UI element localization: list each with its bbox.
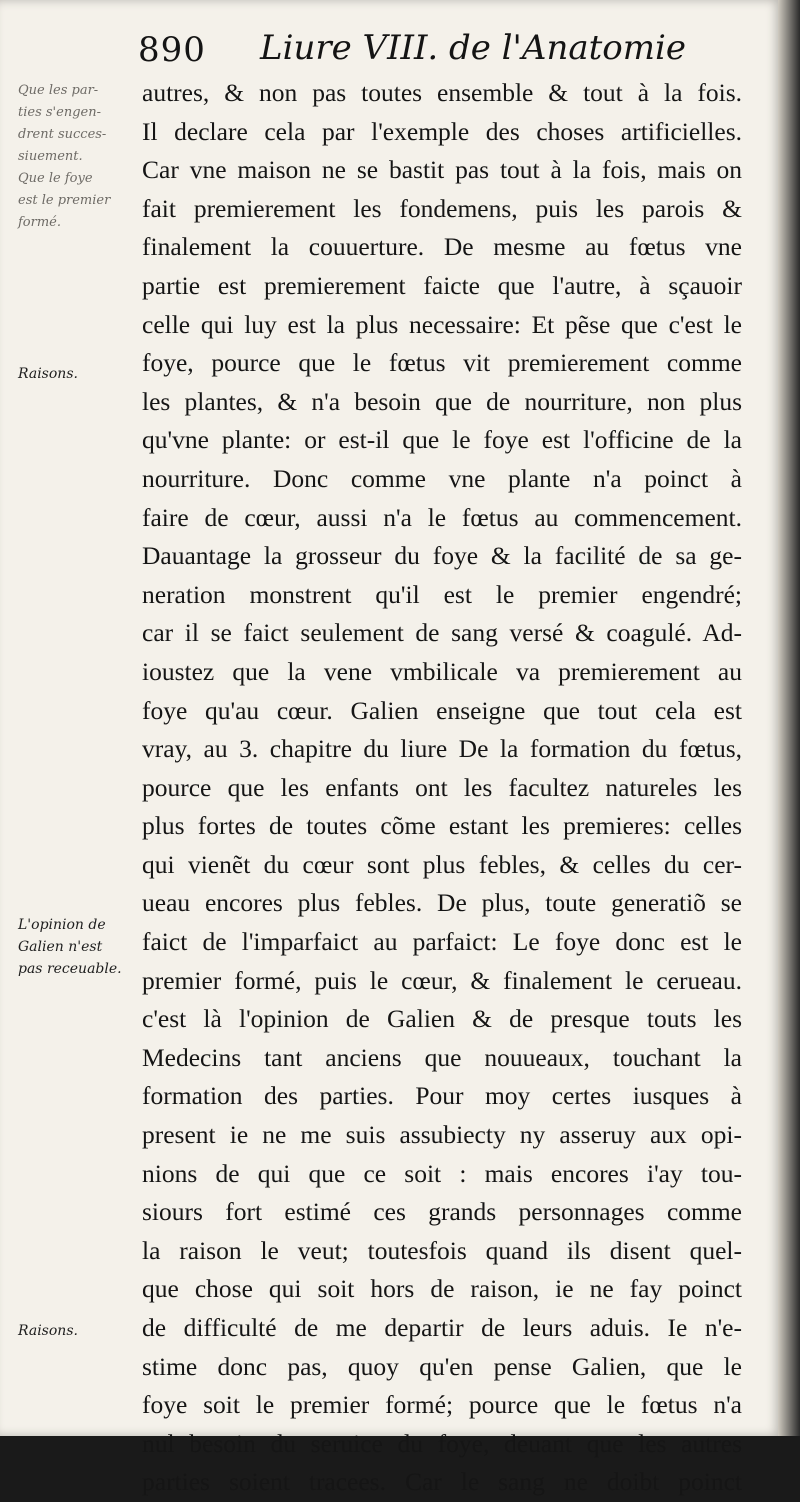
text-line: foye, pource que le fœtus vit premierement comme — [142, 348, 742, 378]
text-line: qu'vne plante: or est-il que le foye est l'officine de la — [142, 425, 742, 455]
text-line: car il se faict seulement de sang versé & coagulé. Ad- — [142, 618, 742, 648]
margin-note-line: Que le foye — [18, 171, 93, 186]
margin-note-line: formé. — [18, 215, 62, 230]
text-line: Medecins tant anciens que nouueaux, touchant la — [142, 1042, 742, 1072]
text-line: faire de cœur, aussi n'a le fœtus au commencement. — [142, 502, 742, 532]
margin-note-line: siuement. — [18, 149, 83, 164]
margin-note-line: Raisons. — [18, 1323, 78, 1339]
text-line: ioustez que la vene vmbilicale va premierement au — [142, 656, 742, 686]
text-line: les plantes, & n'a besoin que de nourriture, non plus — [142, 386, 742, 416]
margin-note — [18, 363, 146, 385]
text-line: foye qu'au cœur. Galien enseigne que tout cela est — [142, 695, 742, 725]
text-line: premier formé, puis le cœur, & finalement le cerueau. — [142, 965, 742, 995]
margin-note-line: drent succes- — [18, 127, 107, 142]
text-line: Il declare cela par l'exemple des choses artificielles. — [142, 116, 742, 146]
margin-note-line: Raisons. — [18, 366, 78, 382]
text-line: la raison le veut; toutesfois quand ils disent quel- — [142, 1235, 742, 1265]
text-line: pource que les enfants ont les facultez natureles les — [142, 772, 742, 802]
text-line: siours fort estimé ces grands personnages comme — [142, 1197, 742, 1227]
margin-note-line: Galien n'est — [18, 939, 103, 955]
text-line: nul besoin du seruice du foye, deuant que les autres — [142, 1428, 742, 1458]
text-line: nions de qui que ce soit : mais encores i'ay tou- — [142, 1158, 742, 1188]
text-line: neration monstrent qu'il est le premier engendré; — [142, 579, 742, 609]
text-line: ueau encores plus febles. De plus, toute generatiõ se — [142, 888, 742, 918]
margin-note — [18, 80, 146, 234]
text-line: partie est premierement faicte que l'autre, à sçauoir — [142, 270, 742, 300]
text-line: finalement la couuerture. De mesme au fœtus vne — [142, 232, 742, 262]
text-line: present ie ne me suis assubiecty ny asseruy aux opi- — [142, 1120, 742, 1150]
text-line: de difficulté de me departir de leurs aduis. Ie n'e- — [142, 1313, 742, 1342]
margin-note-line: est le premier — [18, 193, 111, 208]
text-line: formation des parties. Pour moy certes iusques à — [142, 1081, 742, 1111]
page-number: 890 — [138, 30, 206, 70]
page-header — [138, 22, 738, 74]
text-line: qui vienẽt du cœur sont plus febles, & celles du cer- — [142, 849, 742, 879]
margin-note-line: pas receuable. — [18, 961, 122, 977]
text-line: plus fortes de toutes cõme estant les premieres: celles — [142, 811, 742, 841]
page-edge-shadow — [778, 0, 800, 1436]
text-line: autres, & non pas toutes ensemble & tout à la fois. — [142, 78, 742, 107]
margin-note — [18, 914, 146, 980]
body-text — [142, 74, 742, 1502]
text-line: stime donc pas, quoy qu'en pense Galien, que le — [142, 1351, 742, 1381]
text-line: fait premierement les fondemens, puis les parois & — [142, 193, 742, 223]
margin-note — [18, 1320, 146, 1342]
text-line: Dauantage la grosseur du foye & la facilité de sa ge- — [142, 541, 742, 571]
text-line: Car vne maison ne se bastit pas tout à la fois, mais on — [142, 155, 742, 185]
text-line: vray, au 3. chapitre du liure De la formation du fœtus, — [142, 734, 742, 764]
margin-note-line: Que les par- — [18, 83, 99, 98]
text-line: nourriture. Donc comme vne plante n'a poinct à — [142, 463, 742, 493]
text-line: celle qui luy est la plus necessaire: Et pẽse que c'est le — [142, 309, 742, 339]
text-line: que chose qui soit hors de raison, ie ne fay poinct — [142, 1274, 742, 1304]
text-line: parties soient tracees. Car le sang ne doibt poinct — [142, 1467, 742, 1497]
text-line: faict de l'imparfaict au parfaict: Le foye donc est le — [142, 927, 742, 957]
margin-note-line: ties s'engen- — [18, 105, 101, 120]
running-title: Liure VIII. de l'Anatomie — [260, 28, 686, 68]
margin-notes — [18, 0, 148, 1436]
margin-note-line: L'opinion de — [18, 917, 106, 933]
text-line: c'est là l'opinion de Galien & de presque touts les — [142, 1004, 742, 1034]
text-line: foye soit le premier formé; pource que le fœtus n'a — [142, 1390, 742, 1420]
